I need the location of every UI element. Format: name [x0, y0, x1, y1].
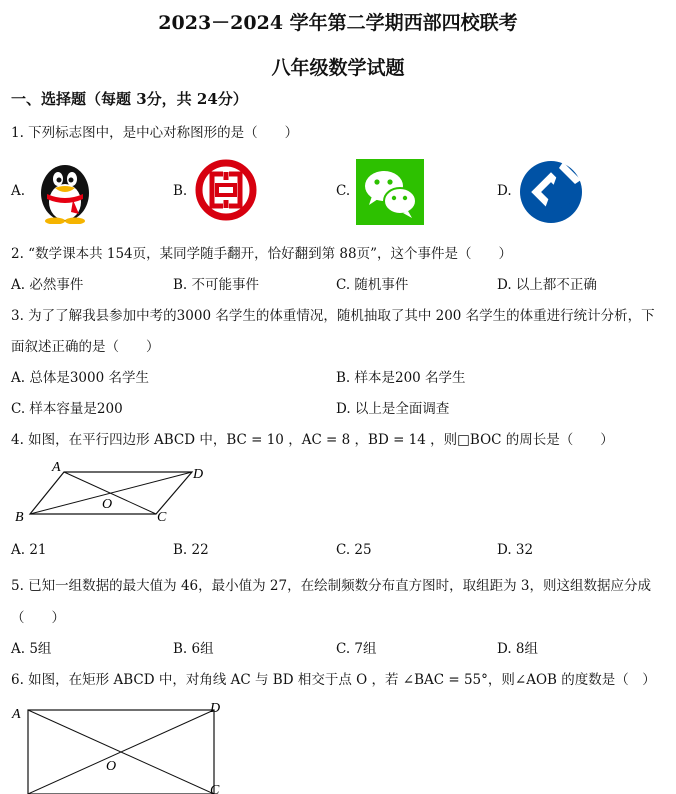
q3-option-d: D. 以上是全面调查: [336, 401, 450, 417]
q1-stem: 1. 下列标志图中，是中心对称图形的是（ ）: [11, 125, 299, 141]
parallelogram-figure: [12, 458, 212, 530]
label-a: A: [12, 707, 21, 722]
exam-title: 2023－2024 学年第二学期西部四校联考: [158, 12, 518, 34]
q5-stem-line1: 5. 已知一组数据的最大值为 46，最小值为 27，在绘制频数分布直方图时，取组距为 3，则这组数据应分成: [11, 578, 651, 594]
q5-option-a: A. 5组: [11, 641, 52, 657]
label-d: D: [193, 467, 204, 482]
q3-stem-line2: 面叙述正确的是（ ）: [11, 339, 160, 355]
qq-penguin-logo-icon: [33, 158, 97, 224]
q5-option-b: B. 6组: [173, 641, 214, 657]
q1-option-b: B.: [173, 183, 188, 199]
q4-option-b: B. 22: [173, 542, 209, 558]
q4-stem: 4. 如图，在平行四边形 ABCD 中，BC = 10 ，AC = 8 ，BD = 14 ，则□BOC 的周长是（ ）: [11, 432, 614, 448]
q2-option-d: D. 以上都不正确: [497, 277, 597, 293]
wechat-logo-icon: [356, 159, 424, 225]
rectangle-figure: [8, 700, 238, 794]
q1-option-a: A.: [11, 183, 26, 199]
q3-option-a: A. 总体是3000 名学生: [11, 370, 149, 386]
q4-option-d: D. 32: [497, 542, 534, 558]
q1-option-d: D.: [497, 183, 512, 199]
q2-stem: 2. “数学课本共 154页，某同学随手翻开，恰好翻到第 88页”，这个事件是（ ）: [11, 246, 513, 262]
q5-option-c: C. 7组: [336, 641, 377, 657]
section-heading: 一、选择题（每题 3分，共 24分）: [11, 90, 248, 108]
q6-stem: 6. 如图，在矩形 ABCD 中，对角线 AC 与 BD 相交于点 O ，若 ∠BAC = 55°，则∠AOB 的度数是（ ）: [11, 672, 656, 688]
exam-subtitle: 八年级数学试题: [271, 57, 405, 79]
q3-stem-line1: 3. 为了了解我县参加中考的3000 名学生的体重情况，随机抽取了其中 200 名学生的体重进行统计分析，下: [11, 308, 655, 324]
label-c: C: [157, 510, 167, 525]
q5-option-d: D. 8组: [497, 641, 539, 657]
icbc-bank-logo-icon: [194, 158, 258, 222]
q2-option-c: C. 随机事件: [336, 277, 409, 293]
q4-option-a: A. 21: [11, 542, 47, 558]
q1-option-c: C.: [336, 183, 351, 199]
q4-option-c: C. 25: [336, 542, 372, 558]
q2-option-a: A. 必然事件: [11, 277, 84, 293]
q3-option-b: B. 样本是200 名学生: [336, 370, 466, 386]
ccb-bank-logo-icon: [517, 158, 585, 226]
label-d: D: [210, 701, 221, 716]
q2-option-b: B. 不可能事件: [173, 277, 260, 293]
label-b: B: [15, 510, 24, 525]
label-o: O: [106, 759, 117, 774]
q3-option-c: C. 样本容量是200: [11, 401, 123, 417]
label-c: C: [210, 783, 220, 794]
q5-stem-line2: （ ）: [11, 610, 65, 626]
label-o: O: [102, 497, 113, 512]
label-a: A: [52, 460, 61, 475]
